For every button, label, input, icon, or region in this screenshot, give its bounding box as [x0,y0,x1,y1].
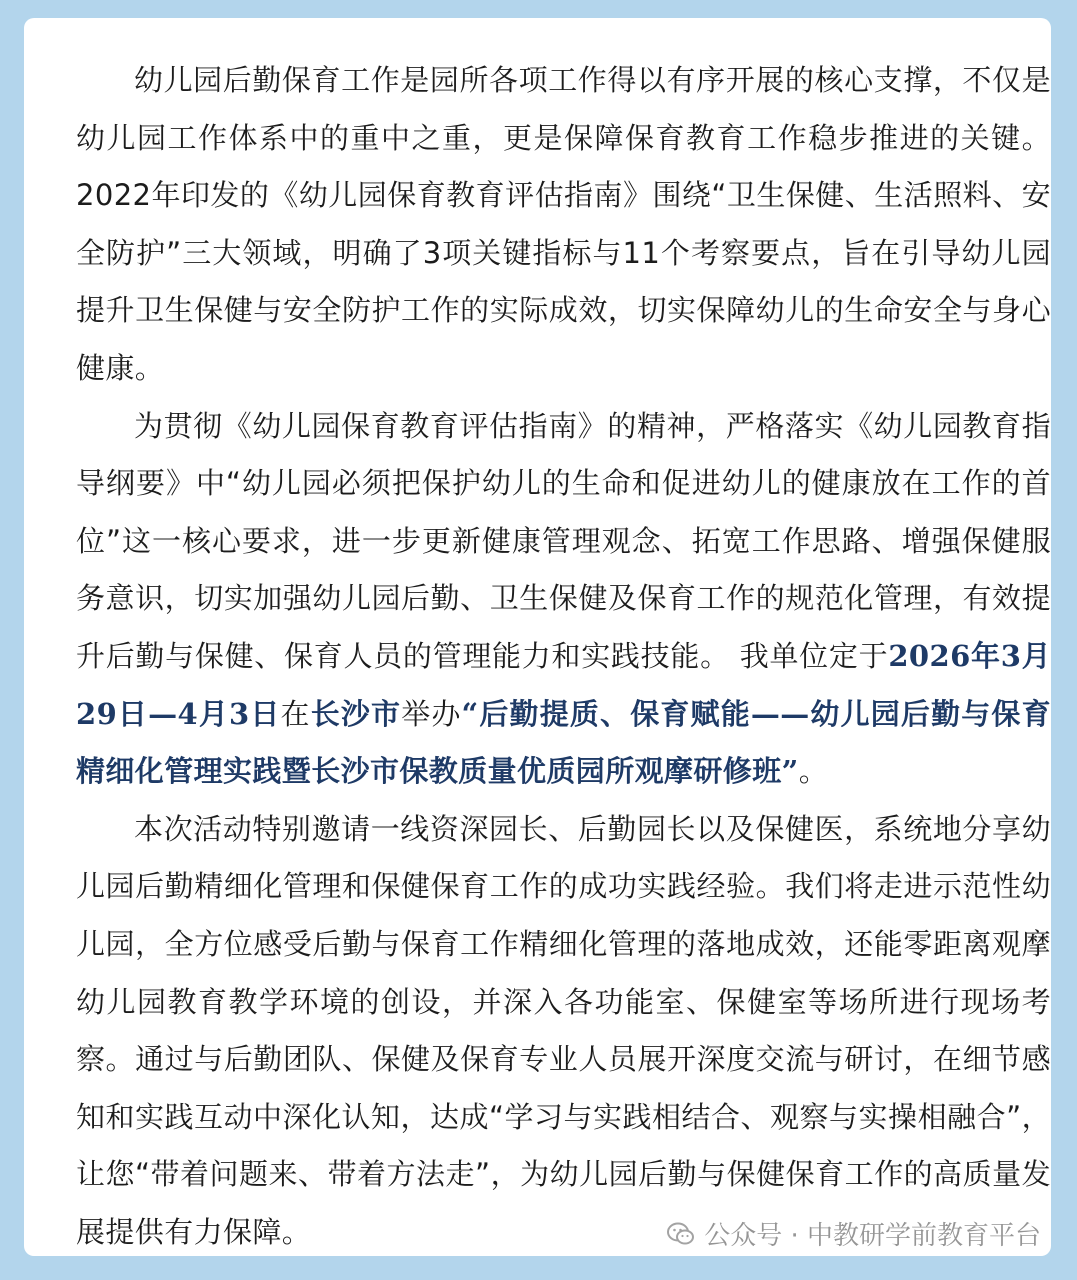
article-body [76,52,1051,1261]
course-title: “后勤提质、保育赋能——幼儿园后勤与保育精细化管理实践暨长沙市保教质量优质园所观摩研修班” [76,696,1051,789]
announcement-verb: 举办 [401,696,462,731]
event-city: 长沙市 [310,696,402,731]
article-card [24,18,1051,1256]
announcement-connector: 在 [280,696,311,731]
paragraph-activity: 本次活动特别邀请一线资深园长、后勤园长以及保健医，系统地分享幼儿园后勤精细化管理和保健保育工作的成功实践经验。我们将走进示范性幼儿园，全方位感受后勤与保育工作精细化管理的落地成效，还能零距离观摩幼儿园教育教学环境的创设，并深入各功能室、保健室等场所进行现场考察。通过与后勤团队、保健及保育专业人员展开深度交流与研讨，在细节感知和实践互动中深化认知，达成“学习与实践相结合、观察与实操相融合”，让您“带着问题来、带着方法走”，为幼儿园后勤与保健保育工作的高质量发展提供有力保障。 [76,811,1051,1249]
wechat-icon [666,1219,696,1249]
paragraph-announcement [76,398,1051,801]
watermark-text: 公众号 · 中教研学前教育平台 [704,1221,1041,1251]
announcement-text: 为贯彻《幼儿园保育教育评估指南》的精神，严格落实《幼儿园教育指导纲要》中“幼儿园必须把保护幼儿的生命和促进幼儿的健康放在工作的首位”这一核心要求，进一步更新健康管理观念、拓宽工作思路、增强保健服务意识，切实加强幼儿园后勤、卫生保健及保育工作的规范化管理，有效提升后勤与保健、保育人员的管理能力和实践技能。 我单位定于 [76,408,1051,673]
watermark [666,1215,1041,1252]
paragraph-intro: 幼儿园后勤保育工作是园所各项工作得以有序开展的核心支撑，不仅是幼儿园工作体系中的重中之重，更是保障保育教育工作稳步推进的关键。2022年印发的《幼儿园保育教育评估指南》围绕“卫生保健、生活照料、安全防护”三大领域，明确了3项关键指标与11个考察要点，旨在引导幼儿园提升卫生保健与安全防护工作的实际成效，切实保障幼儿的生命安全与身心健康。 [76,63,1051,385]
event-date: 2026年3月29日—4月3日 [76,638,1051,731]
announcement-end: 。 [798,754,829,789]
